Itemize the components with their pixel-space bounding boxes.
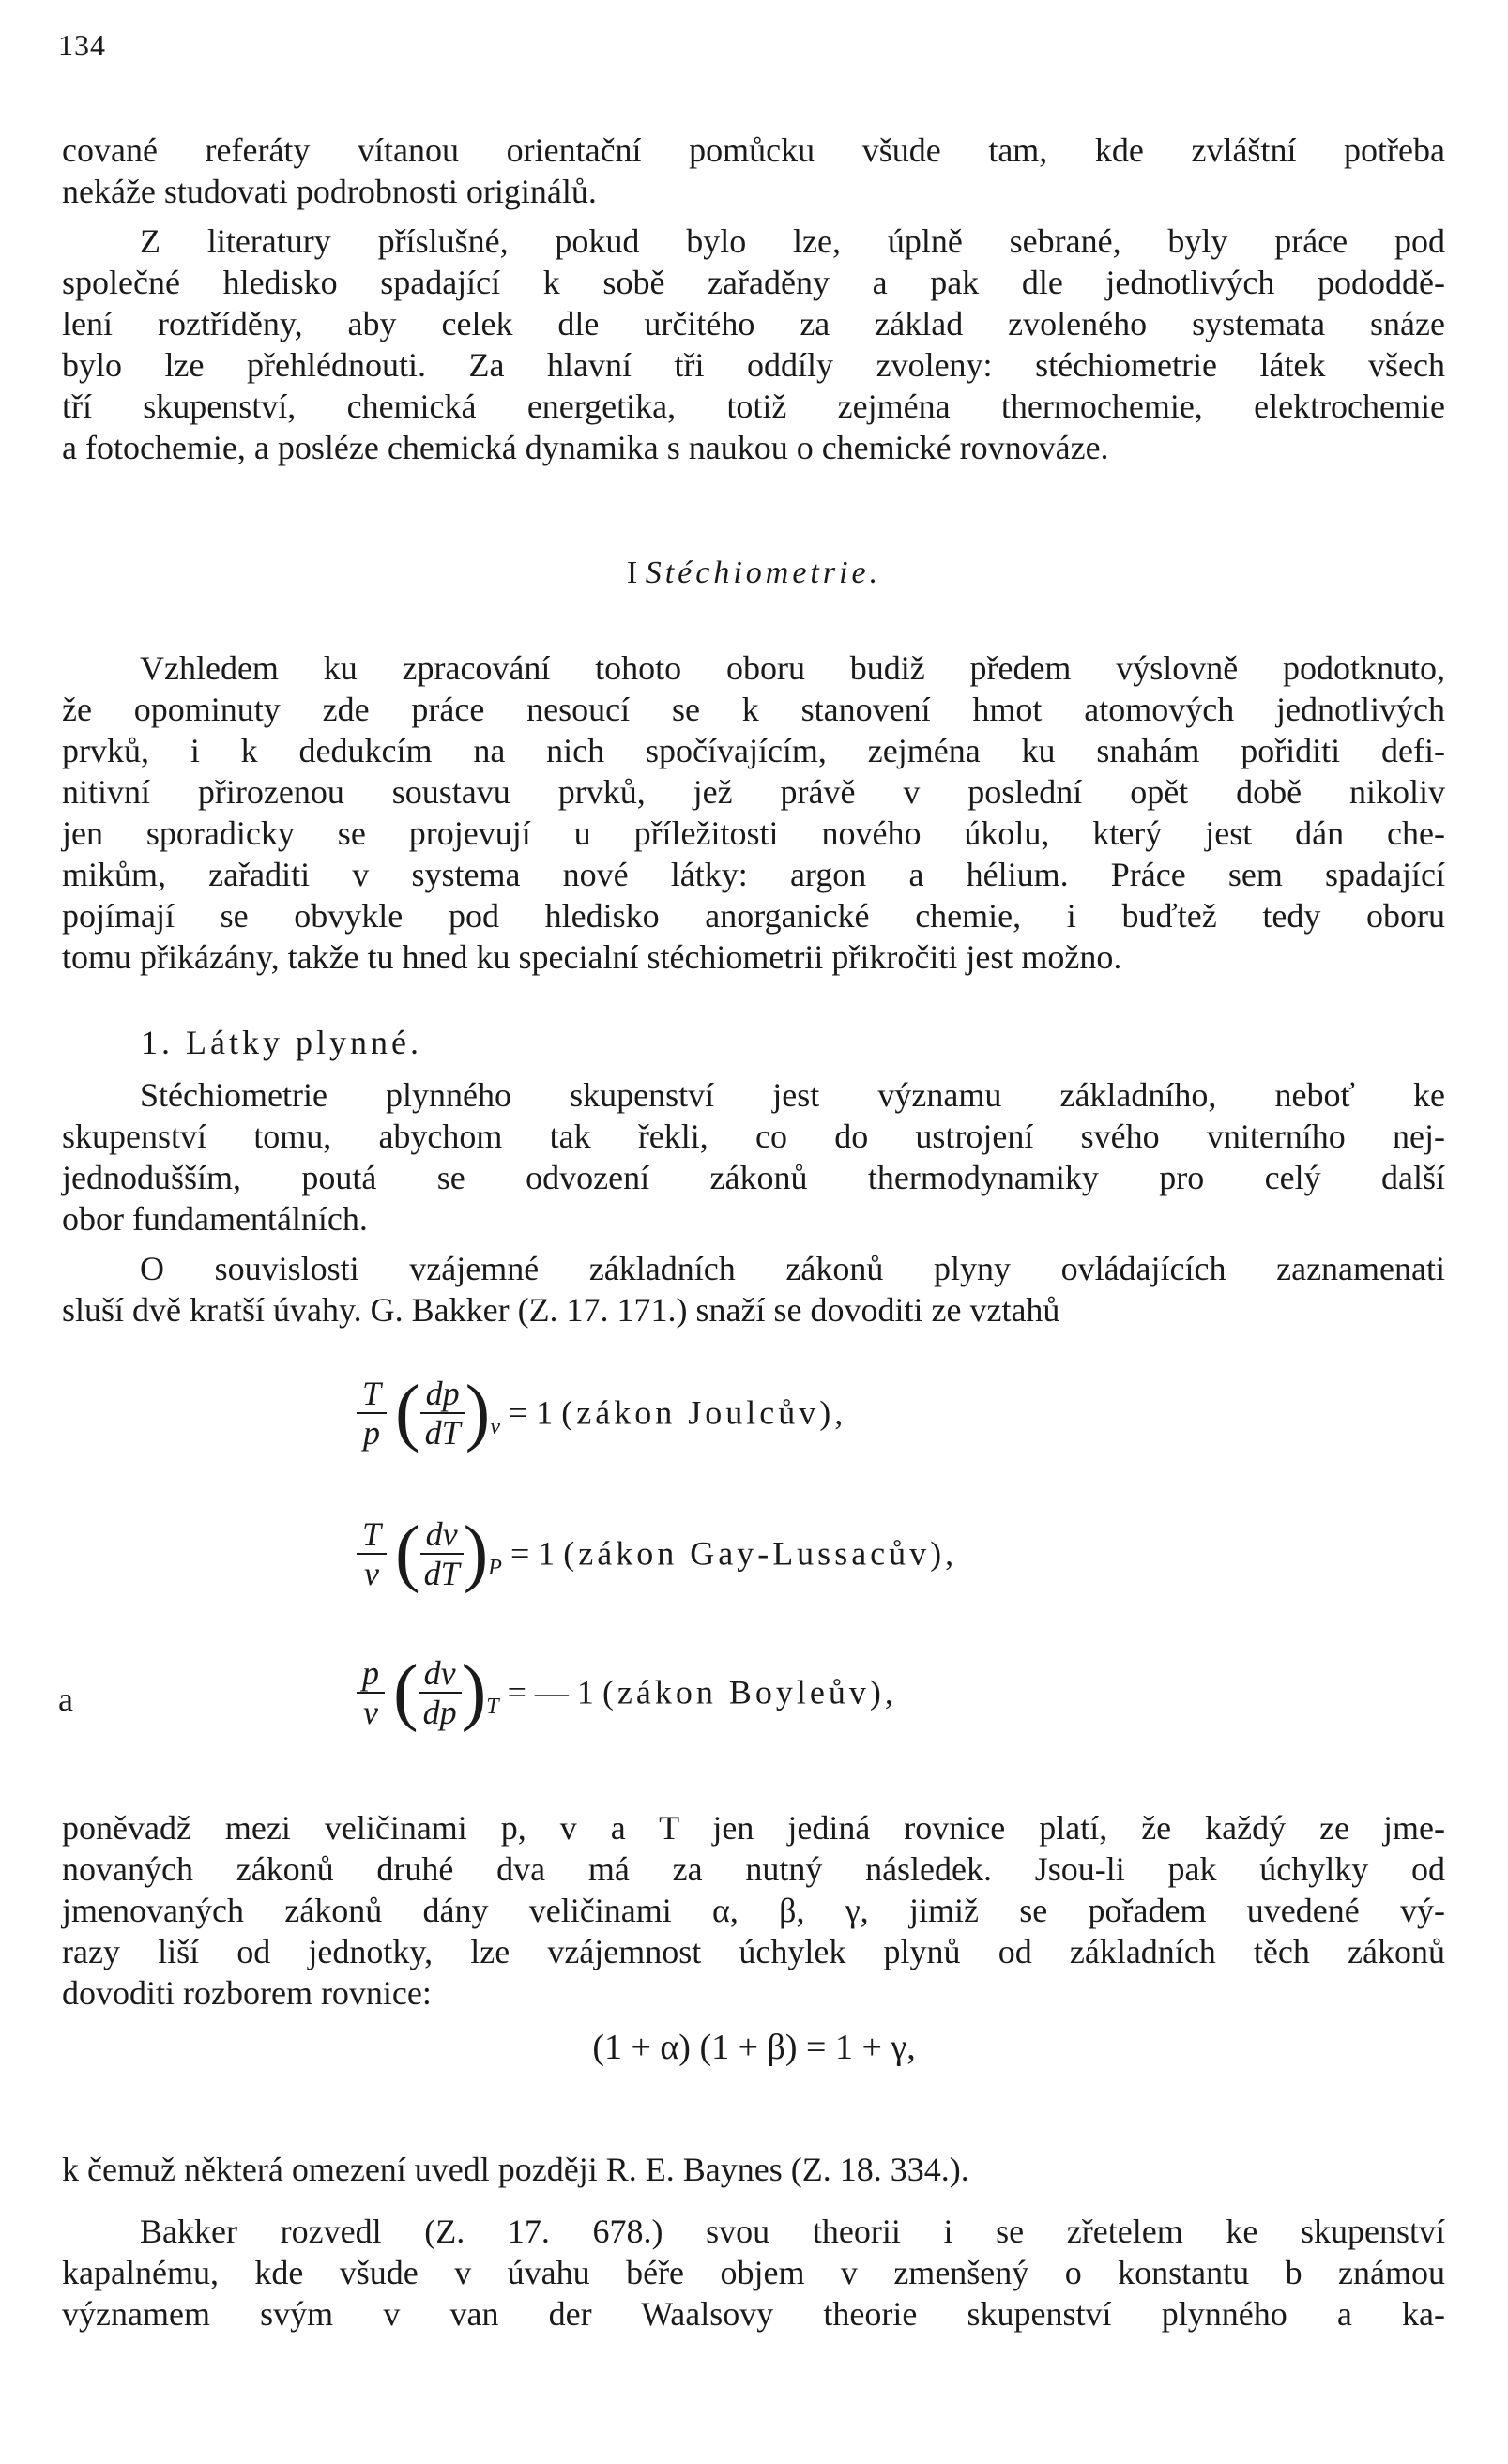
- paragraph-7: [62, 2149, 1445, 2190]
- text-line: významem svým v van der Waalsovy theorie skupenství plynného a ka-: [62, 2295, 1445, 2333]
- paragraph-6: [62, 1807, 1445, 2014]
- equation-rhs: = — 1: [507, 1673, 594, 1711]
- paragraph-4: [62, 1074, 1445, 1240]
- law-name: (zákon Joulcův),: [561, 1393, 847, 1432]
- section-number: I: [626, 555, 638, 590]
- text-line: obor fundamentálních.: [62, 1200, 368, 1238]
- equation-gay-lussac: $\frac{T}{v}$ ( $\frac{dv}{dT}$ )$_P = 1$ (zákon Gay-Lussacův),: [357, 1511, 957, 1596]
- text-line: cované referáty vítanou orientační pomůcku všude tam, kde zvláštní potřeba: [62, 131, 1445, 169]
- paragraph-8: [62, 2211, 1445, 2335]
- page-number: 134: [58, 28, 106, 62]
- text-line: jen sporadicky se projevují u příležitosti nového úkolu, který jest dán che-: [62, 814, 1445, 852]
- text-line: bylo lze přehlédnouti. Za hlavní tři oddíly zvoleny: stéchiometrie látek všech: [62, 346, 1445, 384]
- text-line: Stéchiometrie plynného skupenství jest významu základního, neboť ke: [140, 1076, 1445, 1114]
- text-line: že opominuty zde práce nesoucí se k stanovení hmot atomových jednotlivých: [62, 691, 1445, 728]
- centered-equation: (1 + α) (1 + β) = 1 + γ,: [592, 2028, 916, 2067]
- law-name: (zákon Boyleův),: [602, 1673, 897, 1711]
- derivative: $\frac{dp}{dT}$: [420, 1375, 465, 1452]
- text-line: razy liší od jednotky, lze vzájemnost úchylek plynů od základních těch zákonů: [62, 1933, 1445, 1970]
- text-line: k čemuž některá omezení uvedl později R. E. Baynes (Z. 18. 334.).: [62, 2151, 969, 2188]
- equation-joule: $\frac{T}{p}$ ( $\frac{dp}{dT}$ )$_v = 1$ (zákon Joulcův),: [357, 1370, 846, 1455]
- section-title: Stéchiometrie.: [645, 555, 882, 590]
- text-line: a fotochemie, a posléze chemická dynamika s naukou o chemické rovnováze.: [62, 429, 1109, 466]
- paragraph-2: [62, 221, 1445, 468]
- text-line: společné hledisko spadající k sobě zařaděny a pak dle jednotlivých pododdě-: [62, 264, 1445, 301]
- text-line: pojímají se obvykle pod hledisko anorganické chemie, i buďtež tedy oboru: [62, 897, 1445, 935]
- text-line: tří skupenství, chemická energetika, totiž zejména thermochemie, elektrochemie: [62, 388, 1445, 425]
- text-line: poněvadž mezi veličinami p, v a T jen jediná rovnice platí, že každý ze jme-: [62, 1809, 1445, 1847]
- paragraph-3: [62, 647, 1445, 978]
- text-line: novaných zákonů druhé dva má za nutný následek. Jsou-li pak úchylky od: [62, 1850, 1445, 1888]
- paragraph-1: [62, 129, 1445, 212]
- text-line: kapalnému, kde všude v úvahu béře objem v zmenšený o konstantu b známou: [62, 2254, 1445, 2291]
- equation-rhs: = 1: [510, 1534, 556, 1573]
- text-line: jednodušším, poutá se odvození zákonů thermodynamiky pro celý další: [62, 1159, 1445, 1196]
- text-line: lení roztříděny, aby celek dle určitého za základ zvoleného systemata snáze: [62, 305, 1445, 342]
- fraction: $\frac{T}{p}$: [357, 1375, 387, 1452]
- text-line: Z literatury příslušné, pokud bylo lze, úplně sebrané, byly práce pod: [140, 222, 1445, 260]
- sub-heading: 1. Látky plynné.: [141, 1024, 422, 1061]
- section-heading: [0, 555, 1508, 591]
- text-line: tomu přikázány, takže tu hned ku specialní stéchiometrii přikročiti jest možno.: [62, 938, 1122, 976]
- equation-boyle: $\frac{p}{v}$ ( $\frac{dv}{dp}$ )$_T$ = — 1 (zákon Boyleův),: [357, 1650, 897, 1735]
- fraction: $\frac{T}{v}$: [357, 1515, 387, 1592]
- conjunction-a: a: [58, 1681, 73, 1718]
- text-line: nekáže studovati podrobnosti originálů.: [62, 173, 597, 210]
- text-line: Vzhledem ku zpracování tohoto oboru budiž předem výslovně podotknuto,: [140, 649, 1445, 687]
- text-line: nitivní přirozenou soustavu prvků, jež právě v poslední opět době nikoliv: [62, 773, 1445, 811]
- derivative: $\frac{dv}{dT}$: [420, 1515, 464, 1592]
- text-line: dovoditi rozborem rovnice:: [62, 1974, 432, 2012]
- text-line: skupenství tomu, abychom tak řekli, co do ustrojení svého vniterního nej-: [62, 1118, 1445, 1155]
- text-line: O souvislosti vzájemné základních zákonů plyny ovládajících zaznamenati: [140, 1250, 1445, 1287]
- text-line: Bakker rozvedl (Z. 17. 678.) svou theorii i se zřetelem ke skupenství: [140, 2213, 1445, 2250]
- law-name: (zákon Gay-Lussacův),: [563, 1534, 958, 1573]
- text-line: sluší dvě kratší úvahy. G. Bakker (Z. 17. 171.) snaží se dovoditi ze vztahů: [62, 1291, 1060, 1329]
- text-line: mikům, zařaditi v systema nové látky: argon a hélium. Práce sem spadající: [62, 856, 1445, 893]
- derivative: $\frac{dv}{dp}$: [419, 1654, 462, 1731]
- paragraph-5: [62, 1248, 1445, 1331]
- equation-rhs: = 1: [508, 1393, 554, 1432]
- fraction: $\frac{p}{v}$: [357, 1654, 385, 1731]
- text-line: prvků, i k dedukcím na nich spočívajícím, zejména ku snahám pořiditi defi-: [62, 732, 1445, 769]
- text-line: jmenovaných zákonů dány veličinami α, β, γ, jimiž se pořadem uvedené vý-: [62, 1892, 1445, 1929]
